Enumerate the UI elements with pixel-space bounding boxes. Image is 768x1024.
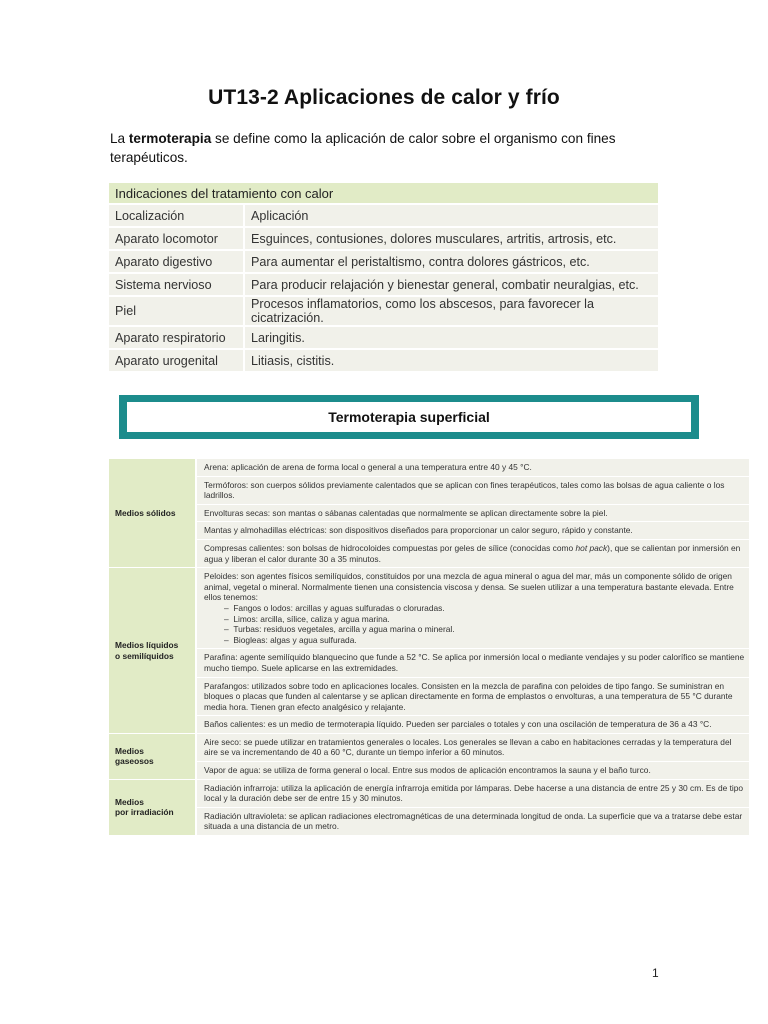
row-aplicacion: Laringitis. <box>245 327 658 348</box>
item-envolturas-secas: Envolturas secas: son mantas o sábanas calentadas que normalmente se aplican directamente sobre la piel. <box>197 505 749 522</box>
list-item: – Limos: arcilla, sílice, caliza y agua marina. <box>224 614 745 625</box>
category-gaseosos <box>109 734 197 779</box>
row-localizacion: Aparato respiratorio <box>109 327 245 348</box>
peloides-list <box>204 603 745 645</box>
column-header-aplicacion: Aplicación <box>245 205 658 226</box>
item-parafina: Parafina: agente semilíquido blanquecino que funde a 52 °C. Se aplica por inmersión local o mediante vendajes y su poder calorífico se mantiene mucho tiempo. Suele aplicarse en las extremidades. <box>197 649 749 676</box>
item-radiacion-infrarroja: Radiación infrarroja: utiliza la aplicación de energía infrarroja emitida por lámparas. Debe hacerse a una distancia de entre 25 y 30 cm. Es de tipo local y la duración debe ser de entre 15 y 30 minutos. <box>197 780 749 807</box>
category-gaseosos-line2: gaseosos <box>115 756 154 767</box>
category-liquidos <box>109 568 197 733</box>
category-irradiacion <box>109 780 197 835</box>
row-localizacion: Aparato digestivo <box>109 251 245 272</box>
intro-term: termoterapia <box>128 131 212 146</box>
row-aplicacion: Para producir relajación y bienestar general, combatir neuralgias, etc. <box>245 274 658 295</box>
table-row <box>109 274 658 295</box>
therapy-table <box>109 458 749 836</box>
table-row <box>109 459 749 476</box>
table-row <box>109 228 658 249</box>
item-parafangos: Parafangos: utilizados sobre todo en aplicaciones locales. Consisten en la mezcla de parafina con peloides de tipo fango. Se suministran en bloques o placas que funden al calentarse y se aplican directamente en forma de emplastos o envolturas, a una temperatura de 55 °C durante media hora. Tienen gran efecto analgésico y relajante. <box>197 678 749 716</box>
item-mantas-electricas: Mantas y almohadillas eléctricas: son dispositivos diseñados para proporcionar un calor seguro, rápido y constante. <box>197 522 749 539</box>
row-localizacion: Sistema nervioso <box>109 274 245 295</box>
section-title: Termoterapia superficial <box>127 402 691 432</box>
page-title: UT13-2 Aplicaciones de calor y frío <box>208 86 560 109</box>
item-compresas-calientes <box>197 540 749 567</box>
indications-columns-row <box>109 205 658 226</box>
list-item: – Fangos o lodos: arcillas y aguas sulfuradas o cloruradas. <box>224 603 745 614</box>
table-row <box>109 808 749 835</box>
table-row <box>109 762 749 779</box>
compresas-text-em: hot pack <box>575 542 608 553</box>
indications-header: Indicaciones del tratamiento con calor <box>109 183 658 203</box>
category-solidos: Medios sólidos <box>109 459 197 567</box>
page-number: 1 <box>652 966 659 980</box>
row-aplicacion: Para aumentar el peristaltismo, contra dolores gástricos, etc. <box>245 251 658 272</box>
table-row <box>109 505 749 522</box>
row-aplicacion: Esguinces, contusiones, dolores musculares, artritis, artrosis, etc. <box>245 228 658 249</box>
intro-rest: se define como la aplicación de calor sobre el organismo con fines terapéuticos. <box>110 131 616 165</box>
category-irradiacion-line1: Medios <box>115 796 144 807</box>
item-arena: Arena: aplicación de arena de forma local o general a una temperatura entre 40 y 45 °C. <box>197 459 749 476</box>
table-row <box>109 540 749 567</box>
table-row <box>109 678 749 716</box>
item-termoforos: Termóforos: son cuerpos sólidos previamente calentados que se aplican con fines terapéuticos, tales como las bolsas de agua caliente o los ladrillos. <box>197 477 749 504</box>
table-row <box>109 568 749 648</box>
item-radiacion-ultravioleta: Radiación ultravioleta: se aplican radiaciones electromagnéticas de una determinada longitud de onda. La superficie que va a tratarse debe estar situada a una distancia de un metro. <box>197 808 749 835</box>
row-aplicacion: Litiasis, cistitis. <box>245 350 658 371</box>
section-title-box <box>119 395 699 439</box>
indications-header-row <box>109 183 658 203</box>
compresas-text-b: ), que se calientan por inmersión en agua y liberan el calor durante 30 a 35 minutos. <box>204 542 741 564</box>
intro-prefix: La <box>110 131 129 146</box>
item-vapor-de-agua: Vapor de agua: se utiliza de forma general o local. Entre sus modos de aplicación encontramos la sauna y el baño turco. <box>197 762 749 779</box>
row-localizacion: Aparato urogenital <box>109 350 245 371</box>
category-irradiacion-line2: por irradiación <box>115 807 174 818</box>
item-aire-seco: Aire seco: se puede utilizar en tratamientos generales o locales. Los generales se llevan a cabo en habitaciones cerradas y la temperatura del aire se va incrementando de 40 a 60 °C, durante un tiempo inferior a 60 minutos. <box>197 734 749 761</box>
table-row <box>109 780 749 807</box>
table-row <box>109 522 749 539</box>
item-banos-calientes: Baños calientes: es un medio de termoterapia líquido. Pueden ser parciales o totales y con una oscilación de temperatura de 36 a 43 °C. <box>197 716 749 733</box>
table-row <box>109 251 658 272</box>
row-localizacion: Aparato locomotor <box>109 228 245 249</box>
table-row <box>109 297 658 325</box>
table-row <box>109 716 749 733</box>
row-aplicacion: Procesos inflamatorios, como los abscesos, para favorecer la cicatrización. <box>245 297 658 325</box>
table-row <box>109 734 749 761</box>
item-peloides <box>197 568 749 648</box>
category-gaseosos-line1: Medios <box>115 745 144 756</box>
table-row <box>109 477 749 504</box>
indications-table <box>109 181 658 373</box>
column-header-localizacion: Localización <box>109 205 245 226</box>
peloides-text: Peloides: son agentes físicos semilíquidos, constituidos por una mezcla de agua mineral o agua del mar, más un componente sólido de origen animal, vegetal o mineral. Normalmente tienen una consistencia viscosa y densa. Se suelen utilizar a una temperatura bastante elevada. Entre ellos tenemos: <box>204 571 734 603</box>
intro-paragraph <box>110 129 650 167</box>
category-liquidos-line2: o semilíquidos <box>115 650 174 661</box>
row-localizacion: Piel <box>109 297 245 325</box>
compresas-text-a: Compresas calientes: son bolsas de hidrocoloides compuestas por geles de sílice (conocidas como <box>204 542 576 553</box>
list-item: – Biogleas: algas y agua sulfurada. <box>224 635 745 646</box>
table-row <box>109 327 658 348</box>
table-row <box>109 649 749 676</box>
category-liquidos-line1: Medios líquidos <box>115 639 179 650</box>
list-item: – Turbas: residuos vegetales, arcilla y agua marina o mineral. <box>224 624 745 635</box>
table-row <box>109 350 658 371</box>
